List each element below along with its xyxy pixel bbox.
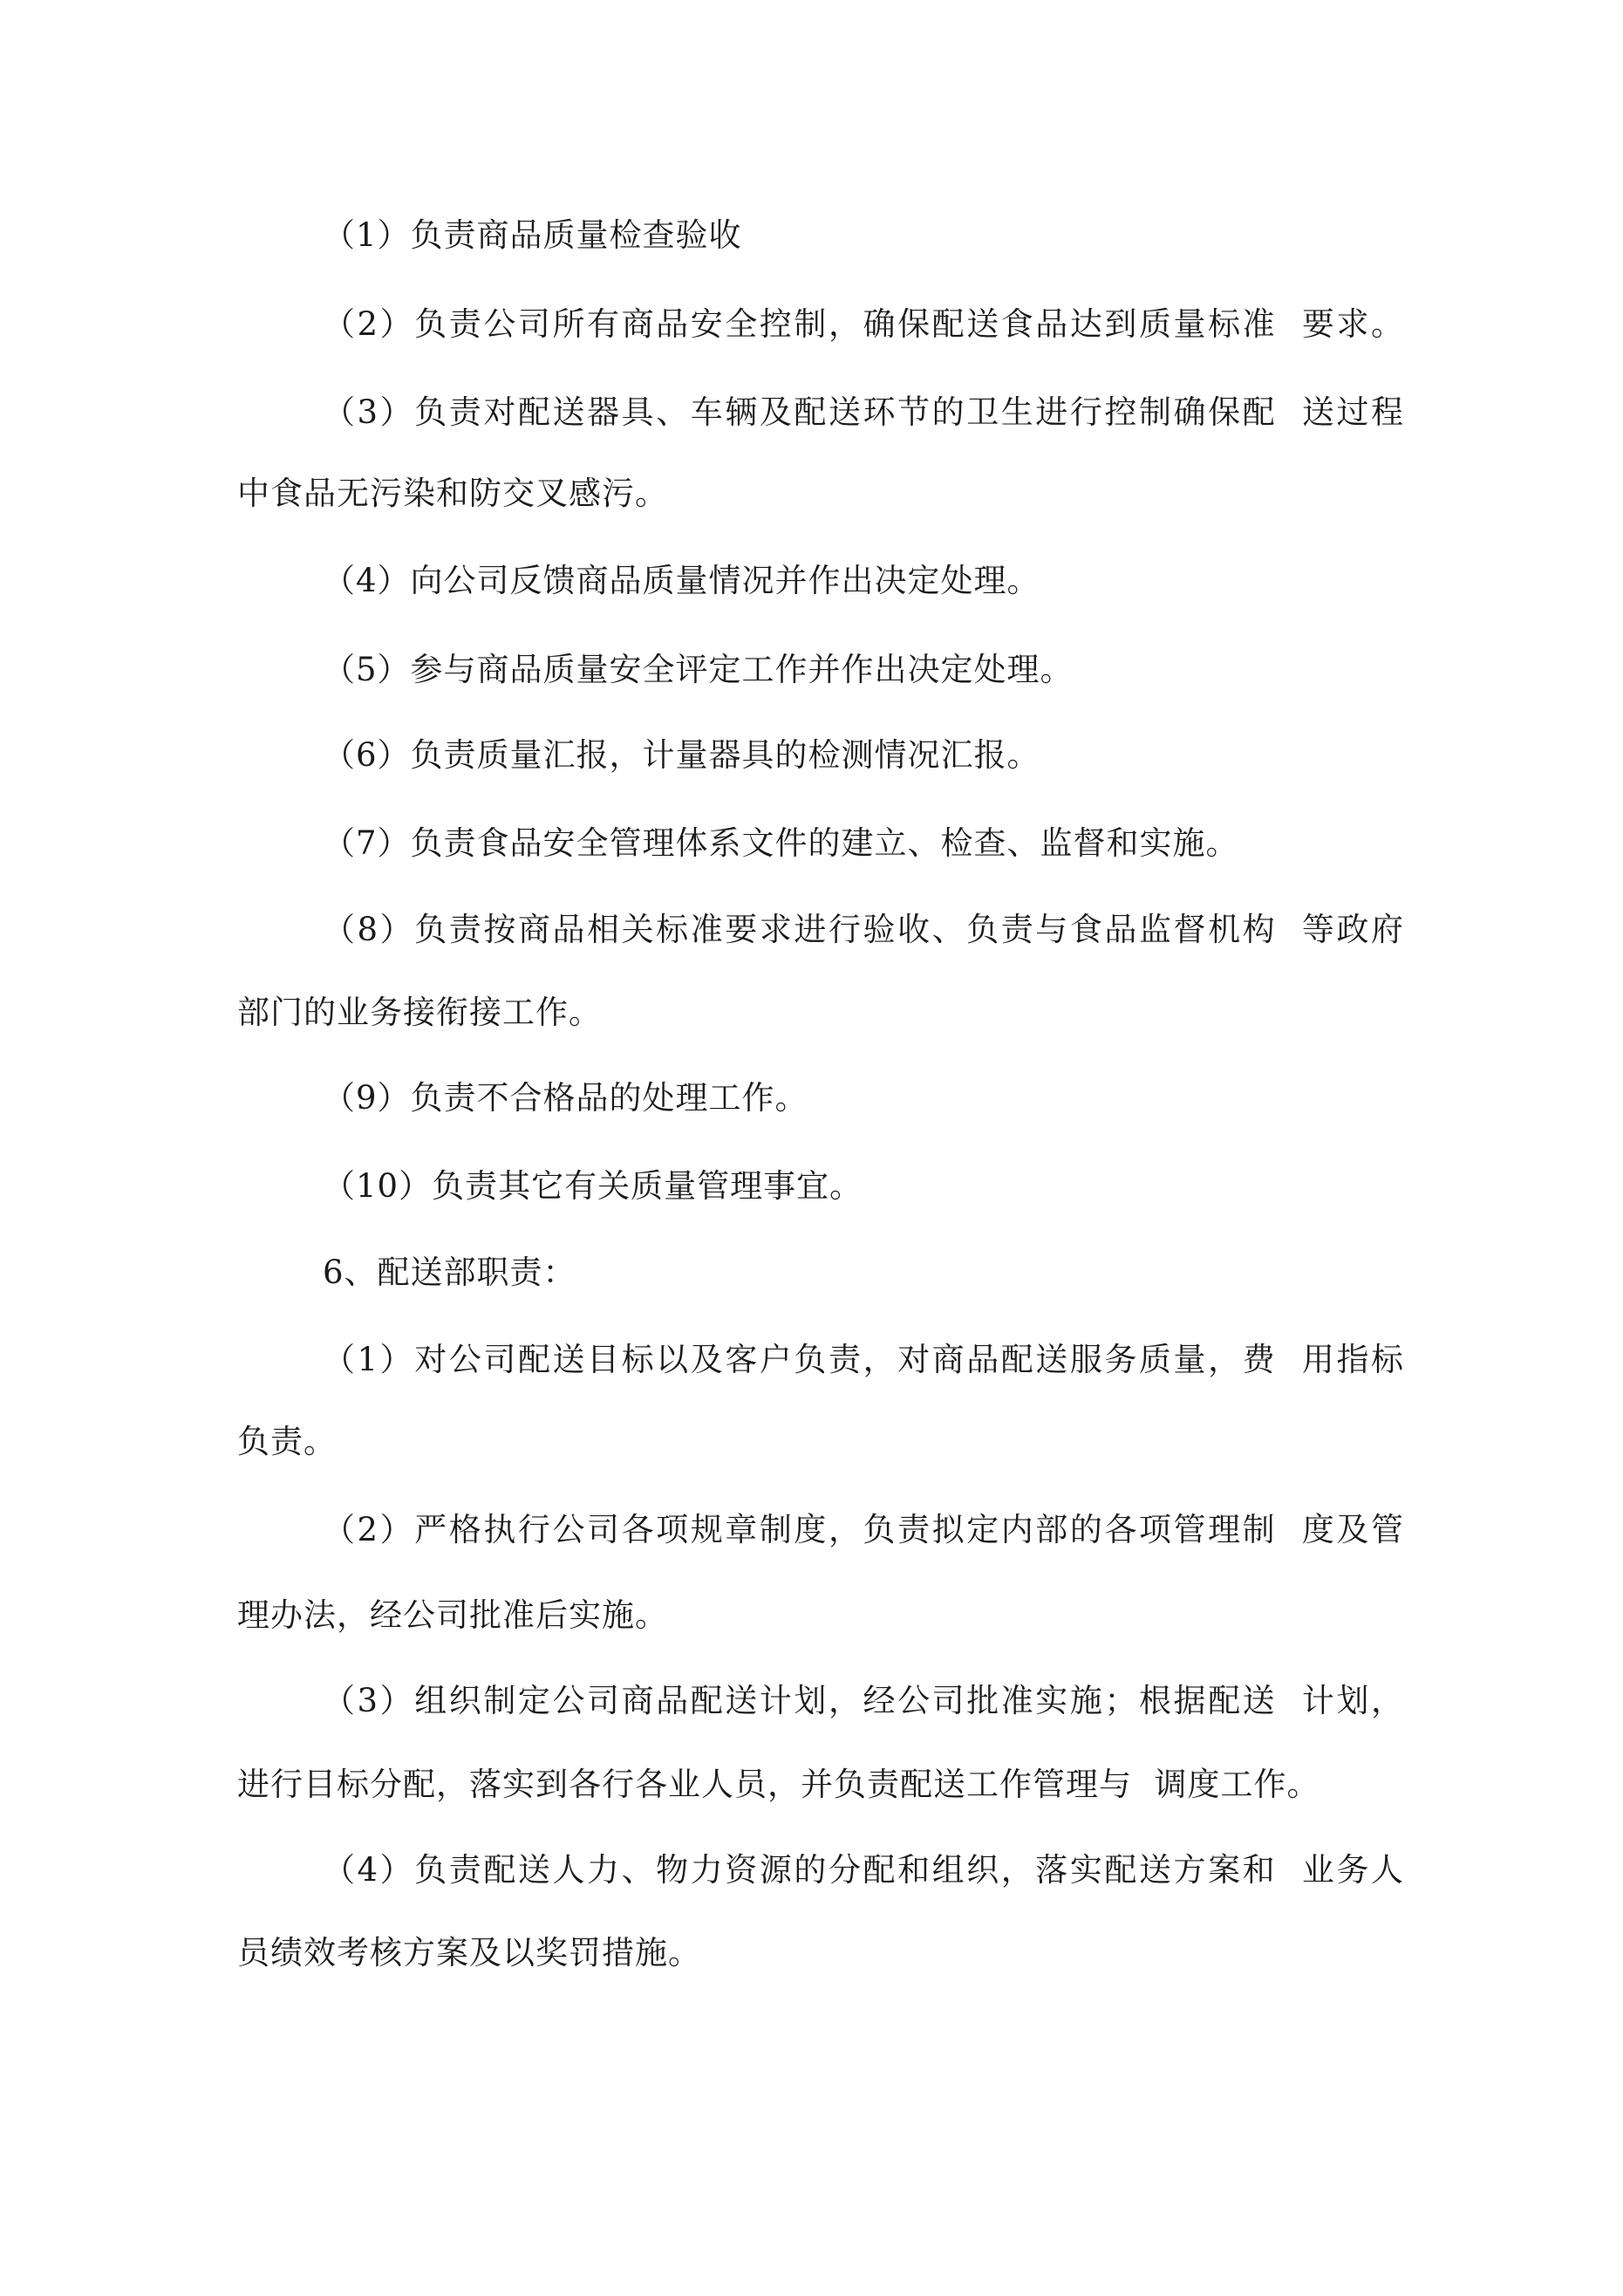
text-line: 部门的业务接衔接工作。 xyxy=(237,994,602,1031)
text-line: （2）严格执行公司各项规章制度，负责拟定内部的各项管理制 度及管 xyxy=(323,1511,1404,1548)
text-line: 理办法，经公司批准后实施。 xyxy=(237,1596,668,1634)
text-line: （9）负责不合格品的处理工作。 xyxy=(323,1079,808,1117)
text-line: （3）负责对配送器具、车辆及配送环节的卫生进行控制确保配 送过程 xyxy=(323,393,1404,431)
text-line: （6）负责质量汇报，计量器具的检测情况汇报。 xyxy=(323,736,1040,774)
text-line: （4）向公司反馈商品质量情况并作出决定处理。 xyxy=(323,562,1040,599)
text-line: （8）负责按商品相关标准要求进行验收、负责与食品监督机构 等政府 xyxy=(323,911,1404,948)
text-line: 中食品无污染和防交叉感污。 xyxy=(237,475,668,512)
text-line: （4）负责配送人力、物力资源的分配和组织，落实配送方案和 业务人 xyxy=(323,1851,1404,1889)
text-line: 负责。 xyxy=(237,1423,337,1460)
text-line: （1）负责商品质量检查验收 xyxy=(323,216,742,254)
text-line: （2）负责公司所有商品安全控制，确保配送食品达到质量标准 要求。 xyxy=(323,305,1404,343)
text-line: （3）组织制定公司商品配送计划，经公司批准实施；根据配送 计划， xyxy=(323,1682,1404,1719)
text-line: 进行目标分配，落实到各行各业人员，并负责配送工作管理与 调度工作。 xyxy=(237,1766,1320,1803)
text-line: （1）对公司配送目标以及客户负责，对商品配送服务质量，费 用指标 xyxy=(323,1341,1404,1378)
text-line: 员绩效考核方案及以奖罚措施。 xyxy=(237,1934,701,1971)
section-heading: 6、配送部职责： xyxy=(323,1254,576,1291)
text-line: （10）负责其它有关质量管理事宜。 xyxy=(323,1167,863,1205)
text-line: （7）负责食品安全管理体系文件的建立、检查、监督和实施。 xyxy=(323,824,1239,862)
text-line: （5）参与商品质量安全评定工作并作出决定处理。 xyxy=(323,651,1074,688)
